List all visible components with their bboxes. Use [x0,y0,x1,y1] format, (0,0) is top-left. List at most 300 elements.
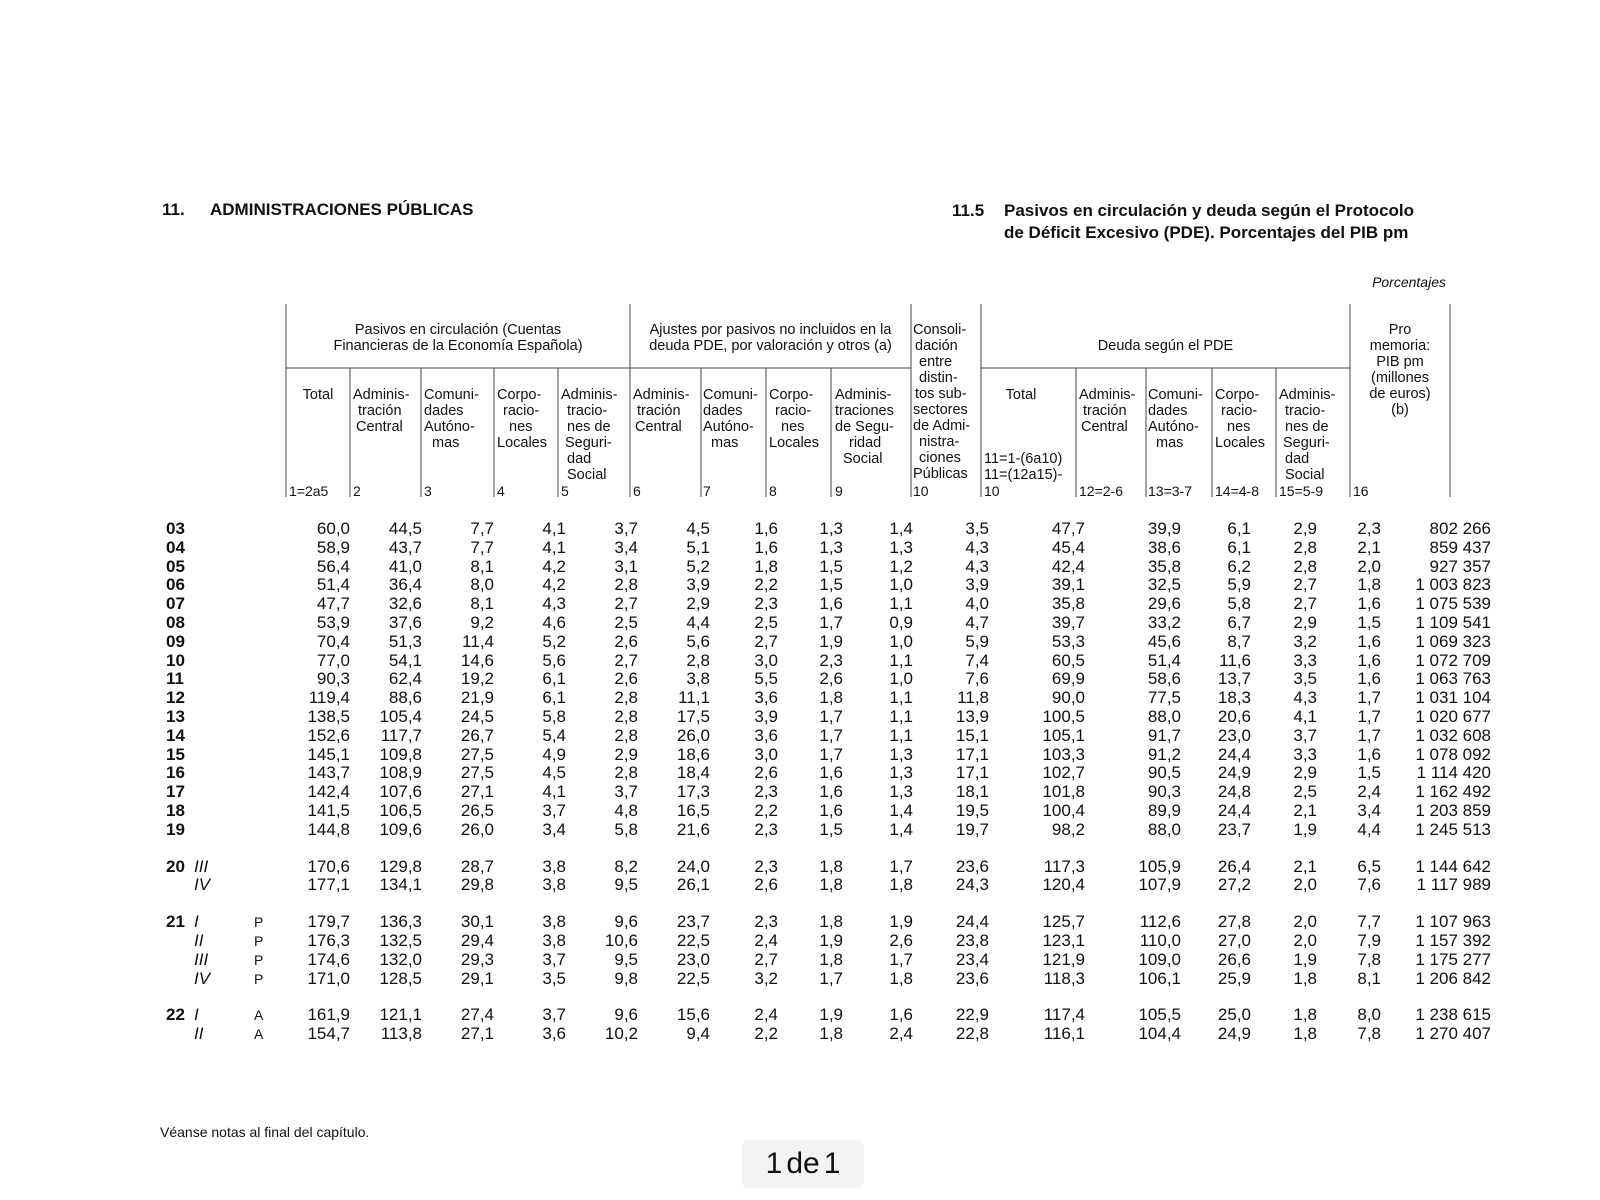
cell-col-11: 53,3 [1051,631,1085,651]
cell-col-4: 5,2 [542,631,566,651]
cell-col-11: 35,8 [1051,594,1085,614]
cell-col-10: 23,6 [955,856,989,876]
cell-col-2: 88,6 [388,688,422,708]
cell-col-15: 6,5 [1357,856,1381,876]
cell-col-8: 1,9 [819,930,843,950]
cell-col-9: 1,7 [889,949,913,969]
row-flag [254,708,288,727]
row-quarter: III [194,949,209,969]
cell-col-15: 1,6 [1357,650,1381,670]
row-flag [254,689,288,708]
data-table [166,520,1491,1044]
cell-col-2: 132,5 [379,930,422,950]
cell-col-13: 6,1 [1227,519,1251,538]
row-quarter: I [194,1005,199,1025]
cell-col-10: 17,1 [955,744,989,764]
table-row [166,746,1491,765]
cell-col-3: 27,4 [460,1005,494,1025]
cell-col-5: 10,6 [604,930,638,950]
cell-col-12: 32,5 [1147,575,1181,595]
cell-col-1: 141,5 [307,800,350,820]
cell-col-13: 24,9 [1217,763,1251,783]
cell-col-12: 107,9 [1138,875,1181,895]
cell-col-1: 161,9 [307,1005,350,1025]
cell-col-7: 1,6 [754,519,778,538]
cell-col-14: 2,1 [1293,856,1317,876]
cell-col-6: 15,6 [676,1005,710,1025]
cell-col-1: 154,7 [307,1024,350,1044]
cell-col-16: 1 109 541 [1415,612,1491,632]
cell-col-12: 91,7 [1147,725,1181,745]
cell-col-7: 3,0 [754,744,778,764]
cell-col-7: 2,4 [754,1005,778,1025]
row-quarter [194,802,254,821]
cell-col-14: 1,8 [1293,1005,1317,1025]
cell-col-11: 117,3 [1043,856,1085,876]
col-index-7: 7 [703,483,711,499]
row-year: 17 [166,782,185,802]
col-header-4: Corpo- racio- nes Locales [497,387,547,451]
cell-col-15: 1,5 [1357,612,1381,632]
page-total: 1 [823,1147,841,1180]
units-label: Porcentajes [1372,274,1446,290]
cell-col-15: 7,8 [1357,1024,1381,1044]
cell-col-10: 4,3 [965,556,989,576]
cell-col-12: 58,6 [1147,669,1181,689]
cell-col-14: 3,3 [1293,650,1317,670]
cell-col-8: 1,8 [819,688,843,708]
cell-col-3: 27,1 [460,1024,494,1044]
col-index-11: 10 [984,483,1000,499]
row-flag [254,802,288,821]
row-year: 10 [166,650,185,670]
row-flag: A [254,1007,264,1024]
cell-col-4: 4,2 [542,575,566,595]
table-row [166,520,1491,539]
page-current: 1 [765,1147,783,1180]
cell-col-3: 8,1 [470,556,494,576]
cell-col-15: 1,7 [1357,706,1381,726]
cell-col-5: 3,7 [614,782,638,802]
col-index-8: 8 [769,483,777,499]
cell-col-14: 4,1 [1293,706,1317,726]
cell-col-14: 3,5 [1293,669,1317,689]
cell-col-4: 4,1 [542,537,566,557]
cell-col-6: 4,5 [686,519,710,538]
col-header-10: Consoli- dación entre distin- tos sub- sectores de Admi- nistra- ciones Públicas [913,322,971,482]
cell-col-3: 11,4 [462,631,494,651]
cell-col-16: 1 117 989 [1416,875,1491,895]
cell-col-16: 1 144 642 [1415,856,1491,876]
cell-col-7: 1,6 [754,537,778,557]
cell-col-11: 123,1 [1042,930,1085,950]
cell-col-12: 106,1 [1138,968,1181,988]
row-flag [254,746,288,765]
cell-col-1: 170,6 [307,856,350,876]
cell-col-15: 7,7 [1357,912,1381,932]
cell-col-7: 2,7 [754,949,778,969]
col-header-1: Total [302,387,334,403]
col-index-16: 16 [1353,483,1369,499]
cell-col-9: 1,1 [889,688,913,708]
cell-col-5: 9,5 [614,875,638,895]
cell-col-1: 60,0 [316,519,350,538]
cell-col-3: 8,0 [470,575,494,595]
cell-col-14: 1,9 [1293,819,1317,839]
row-quarter [194,670,254,689]
row-year: 11 [166,669,184,689]
cell-col-12: 89,9 [1147,800,1181,820]
row-year [166,932,194,951]
page-separator: de [786,1147,820,1180]
cell-col-16: 1 063 763 [1415,669,1491,689]
cell-col-3: 26,5 [460,800,494,820]
cell-col-3: 14,6 [460,650,494,670]
cell-col-11: 42,4 [1051,556,1085,576]
cell-col-5: 2,8 [614,706,638,726]
row-quarter [194,633,254,652]
cell-col-15: 2,4 [1357,782,1381,802]
table-row [166,764,1491,783]
cell-col-14: 2,9 [1293,763,1317,783]
col-header-6: Adminis- tración Central [633,387,690,435]
cell-col-11: 39,7 [1051,612,1085,632]
cell-col-8: 1,8 [819,949,843,969]
cell-col-16: 1 238 615 [1415,1005,1491,1025]
col-index-15: 15=5-9 [1279,483,1323,499]
cell-col-2: 37,6 [388,612,422,632]
cell-col-10: 7,6 [965,669,989,689]
cell-col-9: 1,8 [889,968,913,988]
row-quarter [194,821,254,840]
row-flag: P [254,951,264,968]
cell-col-15: 3,4 [1357,800,1381,820]
table-number: 11.5 [952,201,985,220]
cell-col-3: 9,2 [470,612,494,632]
cell-col-5: 9,8 [614,968,638,988]
row-year [166,876,194,895]
row-year: 22 [166,1005,185,1025]
cell-col-4: 3,8 [542,856,566,876]
cell-col-12: 91,2 [1147,744,1181,764]
row-flag [254,652,288,671]
cell-col-3: 7,7 [470,537,494,557]
cell-col-7: 2,3 [754,856,778,876]
col-header-11: Total [1005,387,1037,403]
row-year [166,951,194,970]
row-quarter [194,520,254,539]
cell-col-13: 8,7 [1227,631,1251,651]
cell-col-11: 69,9 [1051,669,1085,689]
cell-col-11: 90,0 [1051,688,1085,708]
col-index-9: 9 [835,483,843,499]
cell-col-4: 3,7 [542,1005,566,1025]
cell-col-7: 3,2 [754,968,778,988]
row-quarter: II [194,930,204,950]
cell-col-4: 5,6 [542,650,566,670]
cell-col-4: 5,4 [542,725,566,745]
row-flag [254,633,288,652]
col-index-14: 14=4-8 [1215,483,1259,499]
cell-col-7: 2,3 [754,782,778,802]
cell-col-13: 18,3 [1217,688,1251,708]
cell-col-9: 1,3 [889,763,913,783]
cell-col-5: 2,7 [614,650,638,670]
row-quarter: IV [194,968,211,988]
cell-col-10: 4,0 [965,594,989,614]
row-year: 04 [166,537,185,557]
cell-col-12: 33,2 [1147,612,1181,632]
row-year: 16 [166,763,185,783]
cell-col-12: 38,6 [1147,537,1181,557]
cell-col-6: 2,9 [686,594,710,614]
cell-col-16: 1 069 323 [1415,631,1491,651]
cell-col-4: 4,6 [542,612,566,632]
cell-col-13: 5,9 [1227,575,1251,595]
cell-col-11: 45,4 [1051,537,1085,557]
row-year: 15 [166,744,185,764]
cell-col-8: 1,9 [819,1005,843,1025]
cell-col-14: 2,0 [1293,875,1317,895]
cell-col-7: 3,6 [754,688,778,708]
cell-col-2: 44,5 [388,519,422,538]
cell-col-1: 90,3 [316,669,350,689]
cell-col-2: 106,5 [379,800,422,820]
cell-col-14: 3,7 [1293,725,1317,745]
col-header-13: Comuni- dades Autóno- mas [1148,387,1203,451]
cell-col-7: 2,3 [754,819,778,839]
table-row [166,670,1491,689]
cell-col-8: 1,5 [819,819,843,839]
row-quarter [194,708,254,727]
cell-col-4: 4,1 [542,519,566,538]
table-row [166,783,1491,802]
cell-col-16: 1 031 104 [1415,688,1491,708]
row-year [166,970,194,989]
cell-col-7: 1,8 [754,556,778,576]
row-year: 20 [166,856,185,876]
col-index-13: 13=3-7 [1148,483,1192,499]
cell-col-15: 1,7 [1357,725,1381,745]
cell-col-14: 2,7 [1293,575,1317,595]
cell-col-8: 1,5 [819,575,843,595]
cell-col-8: 1,3 [819,519,843,538]
col-header-9: Adminis- traciones de Segu- ridad Social [835,387,894,467]
cell-col-16: 1 114 420 [1416,763,1491,783]
table-row [166,652,1491,671]
cell-col-3: 27,5 [460,763,494,783]
cell-col-16: 1 203 859 [1415,800,1491,820]
cell-col-9: 1,0 [889,631,913,651]
cell-col-5: 5,8 [614,819,638,839]
cell-col-7: 2,5 [754,612,778,632]
cell-col-6: 22,5 [676,930,710,950]
cell-col-15: 1,5 [1357,763,1381,783]
cell-col-15: 4,4 [1357,819,1381,839]
cell-col-2: 32,6 [388,594,422,614]
cell-col-10: 15,1 [955,725,989,745]
cell-col-11: 47,7 [1051,519,1085,538]
cell-col-6: 21,6 [676,819,710,839]
table-row [166,821,1491,840]
cell-col-12: 29,6 [1147,594,1181,614]
cell-col-11: 103,3 [1042,744,1085,764]
cell-col-2: 105,4 [379,706,422,726]
cell-col-13: 23,0 [1217,725,1251,745]
row-flag [254,876,288,895]
cell-col-16: 1 157 392 [1415,930,1491,950]
cell-col-12: 77,5 [1147,688,1181,708]
row-quarter: II [194,1024,204,1044]
cell-col-8: 1,7 [819,706,843,726]
row-flag [254,576,288,595]
col-index-10: 10 [913,483,929,499]
cell-col-13: 11,6 [1219,650,1251,670]
table-row [166,932,1491,951]
row-quarter [194,595,254,614]
row-year: 12 [166,688,185,708]
cell-col-6: 5,2 [686,556,710,576]
table-row [166,633,1491,652]
cell-col-5: 8,2 [614,856,638,876]
cell-col-2: 109,6 [379,819,422,839]
cell-col-14: 2,8 [1293,556,1317,576]
cell-col-5: 4,8 [614,800,638,820]
cell-col-12: 39,9 [1147,519,1181,538]
cell-col-5: 9,6 [614,912,638,932]
col-index-4: 4 [497,483,505,499]
cell-col-12: 45,6 [1147,631,1181,651]
col-header-8: Corpo- racio- nes Locales [769,387,819,451]
cell-col-16: 1 206 842 [1415,968,1491,988]
cell-col-7: 2,6 [754,763,778,783]
cell-col-16: 1 162 492 [1415,782,1491,802]
cell-col-9: 1,4 [889,819,913,839]
cell-col-3: 27,5 [460,744,494,764]
cell-col-14: 3,2 [1293,631,1317,651]
cell-col-11: 105,1 [1042,725,1085,745]
chapter-number: 11. [162,200,185,219]
cell-col-4: 3,7 [542,949,566,969]
cell-col-13: 26,4 [1217,856,1251,876]
row-flag [254,727,288,746]
cell-col-12: 110,0 [1139,930,1181,950]
cell-col-6: 9,4 [686,1024,710,1044]
cell-col-4: 3,8 [542,912,566,932]
cell-col-15: 1,6 [1357,631,1381,651]
row-quarter [194,614,254,633]
cell-col-4: 4,1 [542,782,566,802]
cell-col-14: 2,1 [1293,800,1317,820]
cell-col-15: 1,6 [1357,744,1381,764]
cell-col-10: 4,3 [965,537,989,557]
cell-col-10: 18,1 [955,782,989,802]
cell-col-16: 802 266 [1429,519,1491,538]
cell-col-3: 8,1 [470,594,494,614]
cell-col-4: 4,3 [542,594,566,614]
cell-col-3: 26,0 [460,819,494,839]
cell-col-9: 1,3 [889,744,913,764]
cell-col-14: 2,7 [1293,594,1317,614]
group-header-pasivos: Pasivos en circulación (Cuentas Financieras de la Economía Española) [333,322,583,354]
cell-col-6: 5,1 [686,537,710,557]
row-quarter [194,746,254,765]
cell-col-5: 3,1 [614,556,638,576]
cell-col-14: 2,8 [1293,537,1317,557]
cell-col-12: 105,9 [1138,856,1181,876]
cell-col-16: 1 032 608 [1415,725,1491,745]
cell-col-5: 2,6 [614,631,638,651]
cell-col-9: 1,4 [889,519,913,538]
table-row [166,708,1491,727]
cell-col-11: 101,8 [1042,782,1085,802]
cell-col-12: 51,4 [1147,650,1181,670]
row-quarter [194,539,254,558]
cell-col-15: 2,0 [1357,556,1381,576]
cell-col-13: 25,9 [1217,968,1251,988]
cell-col-3: 21,9 [460,688,494,708]
cell-col-3: 26,7 [460,725,494,745]
cell-col-15: 2,1 [1357,537,1381,557]
row-flag: A [254,1026,264,1043]
cell-col-1: 70,4 [316,631,350,651]
cell-col-15: 1,7 [1357,688,1381,708]
cell-col-13: 24,9 [1217,1024,1251,1044]
row-year: 21 [166,912,185,932]
cell-col-15: 8,1 [1357,968,1381,988]
cell-col-5: 2,6 [614,669,638,689]
cell-col-4: 6,1 [542,688,566,708]
cell-col-8: 1,7 [819,725,843,745]
row-year: 03 [166,519,185,538]
cell-col-8: 1,9 [819,631,843,651]
cell-col-13: 20,6 [1217,706,1251,726]
table-row [166,727,1491,746]
cell-col-6: 23,0 [676,949,710,969]
cell-col-16: 927 357 [1429,556,1491,576]
cell-col-4: 3,6 [542,1024,566,1044]
cell-col-2: 108,9 [379,763,422,783]
cell-col-6: 2,8 [686,650,710,670]
cell-col-4: 6,1 [542,669,566,689]
cell-col-5: 2,9 [614,744,638,764]
cell-col-9: 1,6 [889,1005,913,1025]
cell-col-9: 1,1 [889,725,913,745]
table-row [166,802,1491,821]
cell-col-16: 1 020 677 [1415,706,1491,726]
row-flag [254,520,288,539]
cell-col-6: 11,1 [678,688,710,708]
cell-col-13: 24,4 [1217,800,1251,820]
cell-col-2: 54,1 [388,650,422,670]
row-year: 09 [166,631,185,651]
cell-col-13: 25,0 [1217,1005,1251,1025]
cell-col-5: 2,8 [614,575,638,595]
cell-col-3: 19,2 [460,669,494,689]
cell-col-7: 2,2 [754,800,778,820]
row-flag: P [254,970,264,987]
cell-col-9: 1,7 [889,856,913,876]
cell-col-8: 1,7 [819,744,843,764]
cell-col-6: 4,4 [686,612,710,632]
footnote: Véanse notas al final del capítulo. [160,1124,370,1140]
cell-col-4: 4,9 [542,744,566,764]
cell-col-8: 1,3 [819,537,843,557]
cell-col-2: 129,8 [379,856,422,876]
cell-col-9: 1,3 [889,782,913,802]
row-quarter [194,652,254,671]
cell-col-1: 53,9 [316,612,350,632]
